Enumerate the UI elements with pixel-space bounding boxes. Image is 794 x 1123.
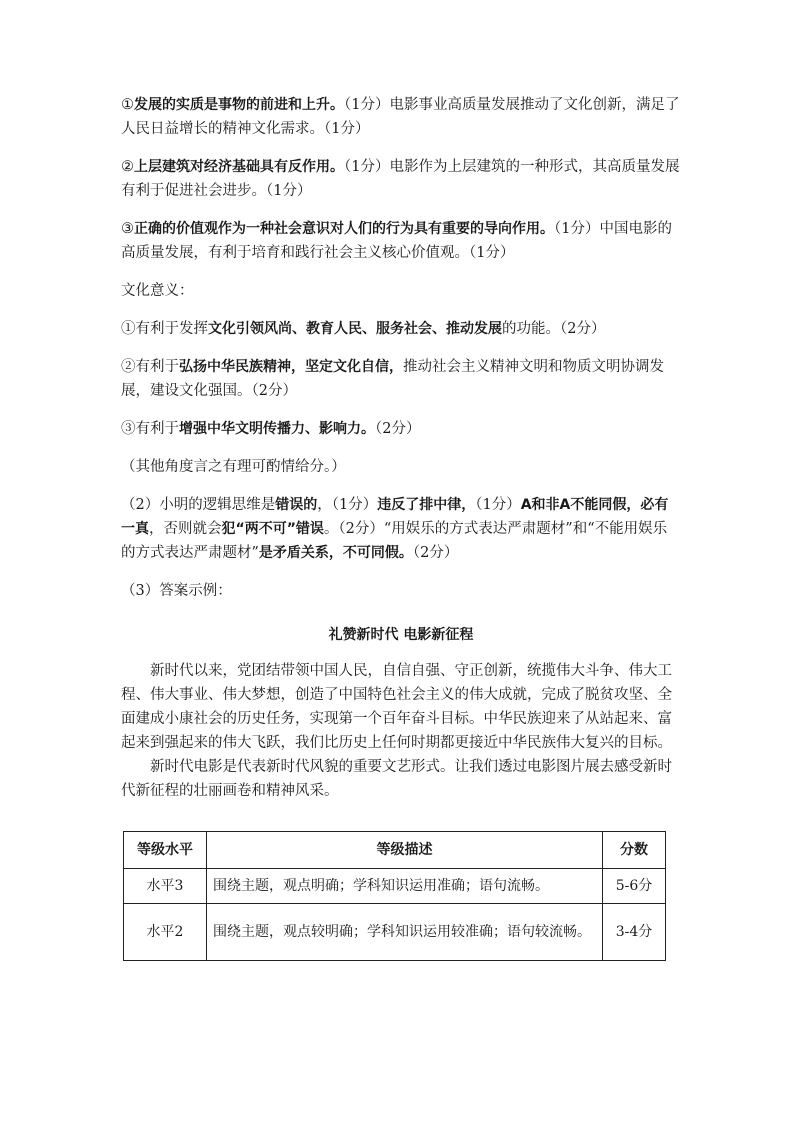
lead: ③有利于 xyxy=(121,421,179,437)
question-3-heading: （3）答案示例： xyxy=(121,583,232,599)
question-2-answer xyxy=(121,493,681,565)
marker: ① xyxy=(121,97,134,113)
level-cell: 水平3 xyxy=(124,869,207,904)
text: （2分） xyxy=(412,545,459,561)
tail: （2分） xyxy=(375,421,421,437)
explanation: （1分）电影事业高质量发展推动了文化创新，满足了人民日益增长的精神文化需求。（1分） xyxy=(121,97,680,137)
table-row xyxy=(124,904,666,961)
lead: ②有利于 xyxy=(121,359,179,375)
table-row xyxy=(124,869,666,904)
answer-page xyxy=(121,93,681,961)
score-cell: 3-4分 xyxy=(603,904,666,961)
header-score: 分数 xyxy=(603,832,666,869)
key-point: 文化引领风尚、教育人民、服务社会、推动发展 xyxy=(208,321,502,337)
essay-paragraph-2: 新时代电影是代表新时代风貌的重要文艺形式。让我们透过电影图片展去感受新时代新征程的壮丽画卷和精神风采。 xyxy=(121,759,672,799)
marker: ③ xyxy=(121,221,134,237)
table-header-row xyxy=(124,832,666,869)
text: （1分） xyxy=(475,497,521,513)
essay-paragraph-1: 新时代以来，党团结带领中国人民，自信自强、守正创新，统揽伟大斗争、伟大工程、伟大事业、伟大梦想，创造了中国特色社会主义的伟大成就，完成了脱贫攻坚、全面建成小康社会的历史任务，实现第一个百年奋斗目标。中华民族迎来了从站起来、富起来到强起来的伟大飞跃，我们比历史上任何时期都更接近中华民族伟大复兴的目标。 xyxy=(121,663,672,751)
cultural-point-2 xyxy=(121,355,681,403)
header-description: 等级描述 xyxy=(207,832,603,869)
key-point: 发展的实质是事物的前进和上升。 xyxy=(134,97,344,113)
key-point: 弘扬中华民族精神，坚定文化自信， xyxy=(179,359,403,375)
explanation: （1分）中国电影的高质量发展，有利于培育和践行社会主义核心价值观。（1分） xyxy=(121,221,672,261)
key-point: 是矛盾关系，不可同假。 xyxy=(258,545,413,561)
text: 。（2分）“用娱乐的方式表达严肃题材”和“不能用娱乐的方式表达严肃题材” xyxy=(121,521,668,561)
text: ，（1分） xyxy=(317,497,378,513)
cultural-point-1 xyxy=(121,317,681,341)
answer-point-2 xyxy=(121,155,681,203)
key-point: A和非A不能同假，必有一真 xyxy=(121,497,669,537)
description-cell: 围绕主题，观点明确；学科知识运用准确；语句流畅。 xyxy=(207,869,603,904)
explanation: （1分）电影作为上层建筑的一种形式，其高质量发展有利于促进社会进步。（1分） xyxy=(121,159,680,199)
key-point: 增强中华文明传播力、影响力。 xyxy=(179,421,375,437)
key-point: 上层建筑对经济基础具有反作用。 xyxy=(134,159,344,175)
header-level: 等级水平 xyxy=(124,832,207,869)
answer-point-1 xyxy=(121,93,681,141)
scoring-table xyxy=(123,831,666,961)
text: （2）小明的逻辑思维是 xyxy=(121,497,276,513)
level-cell: 水平2 xyxy=(124,904,207,961)
key-point: 错误的 xyxy=(275,497,318,513)
grading-note: （其他角度言之有理可酌情给分。） xyxy=(121,459,346,475)
cultural-point-3 xyxy=(121,417,681,441)
key-point: 犯“两不可”错误 xyxy=(221,521,324,537)
tail: 的功能。（2分） xyxy=(502,321,606,337)
tail: 推动社会主义精神文明和物质文明协调发展，建设文化强国。（2分） xyxy=(121,359,664,399)
answer-point-3 xyxy=(121,217,681,265)
key-point: 违反了排中律， xyxy=(377,497,476,513)
marker: ② xyxy=(121,159,134,175)
cultural-heading: 文化意义： xyxy=(121,283,194,299)
lead: ①有利于发挥 xyxy=(121,321,208,337)
score-cell: 5-6分 xyxy=(603,869,666,904)
key-point: 正确的价值观作为一种社会意识对人们的行为具有重要的导向作用。 xyxy=(134,221,554,237)
description-cell: 围绕主题，观点较明确；学科知识运用较准确；语句较流畅。 xyxy=(207,904,603,961)
essay-title: 礼赞新时代 电影新征程 xyxy=(328,627,474,643)
text: ，否则就会 xyxy=(149,521,222,537)
